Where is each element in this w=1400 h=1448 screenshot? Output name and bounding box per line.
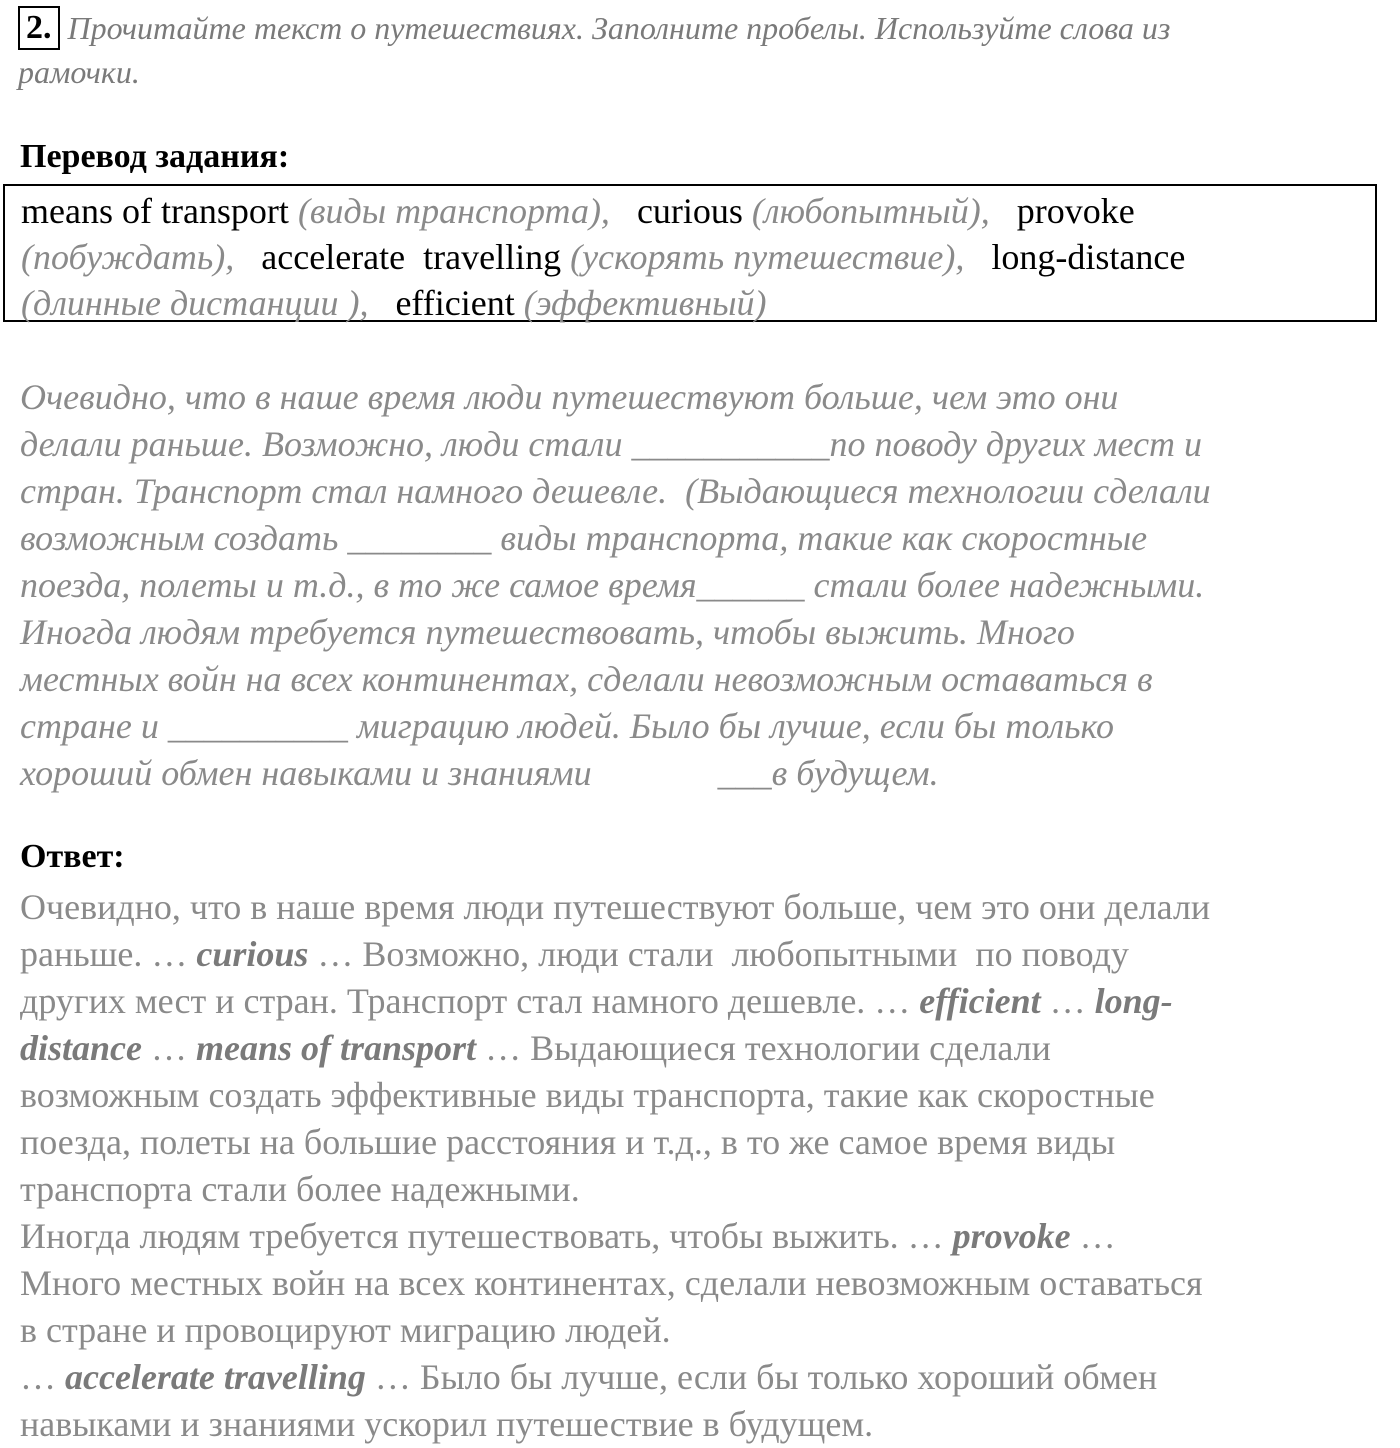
answer-line: Иногда людям требуется путешествовать, чтобы выжить. … provoke … [20,1216,1116,1256]
gap-text-line: поезда, полеты и т.д., в то же самое время______ стали более надежными. [20,565,1205,605]
answer-heading: Ответ: [20,838,125,875]
answer-keyword: accelerate travelling [65,1357,366,1397]
answer-line: раньше. … curious … Возможно, люди стали любопытными по поводу [20,934,1129,974]
word-item: (побуждать), [21,237,235,277]
task-instruction-continued: рамочки. [18,54,140,90]
gap-text-line: стране и __________ миграцию людей. Было бы лучше, если бы только [20,706,1115,746]
task-number: 2. [18,6,60,50]
gap-fill-text [20,374,1380,797]
answer-line: поезда, полеты на большие расстояния и т.д., в то же самое время виды [20,1122,1116,1162]
word-box [3,184,1377,322]
word-item: provoke [1016,191,1135,231]
task-header [18,6,1388,94]
word-item: curious (любопытный), [636,191,990,231]
answer-keyword: efficient [919,981,1041,1021]
word-item: means of transport (виды транспорта), [21,191,610,231]
gap-text-line: Очевидно, что в наше время люди путешествуют больше, чем это они [20,377,1119,417]
word-item: accelerate travelling (ускорять путешествие), [261,237,965,277]
word-item: efficient (эффективный) [395,283,767,323]
gap-text-line: возможным создать ________ виды транспорта, такие как скоростные [20,518,1148,558]
answer-line: в стране и провоцируют миграцию людей. [20,1310,671,1350]
translation-heading: Перевод задания: [20,138,290,175]
gap-text-line: стран. Транспорт стал намного дешевле. (Выдающиеся технологии сделали [20,471,1211,511]
answer-line: Очевидно, что в наше время люди путешествуют больше, чем это они делали [20,887,1211,927]
answer-keyword: means of transport [196,1028,477,1068]
word-item: (длинные дистанции ), [21,283,369,323]
answer-line: … accelerate travelling … Было бы лучше, если бы только хороший обмен [20,1357,1158,1397]
answer-line: навыками и знаниями ускорил путешествие в будущем. [20,1404,874,1444]
gap-text-line: местных войн на всех континентах, сделали невозможным оставаться в [20,659,1153,699]
gap-text-line: хороший обмен навыками и знаниями ___в будущем. [20,753,939,793]
answer-keyword: distance [20,1028,142,1068]
answer-line: других мест и стран. Транспорт стал намного дешевле. … efficient … long- [20,981,1173,1021]
answer-line: транспорта стали более надежными. [20,1169,580,1209]
answer-text [20,884,1380,1448]
answer-keyword: provoke [952,1216,1071,1256]
gap-text-line: Иногда людям требуется путешествовать, чтобы выжить. Много [20,612,1075,652]
word-item: long-distance [991,237,1186,277]
answer-keyword: long- [1094,981,1173,1021]
answer-keyword: curious [196,934,309,974]
gap-text-line: делали раньше. Возможно, люди стали ___________по поводу других мест и [20,424,1203,464]
answer-line: Много местных войн на всех континентах, сделали невозможным оставаться [20,1263,1203,1303]
answer-line: возможным создать эффективные виды транспорта, такие как скоростные [20,1075,1155,1115]
answer-line: distance … means of transport … Выдающиеся технологии сделали [20,1028,1051,1068]
task-instruction: Прочитайте текст о путешествиях. Заполните пробелы. Используйте слова из [67,10,1171,46]
